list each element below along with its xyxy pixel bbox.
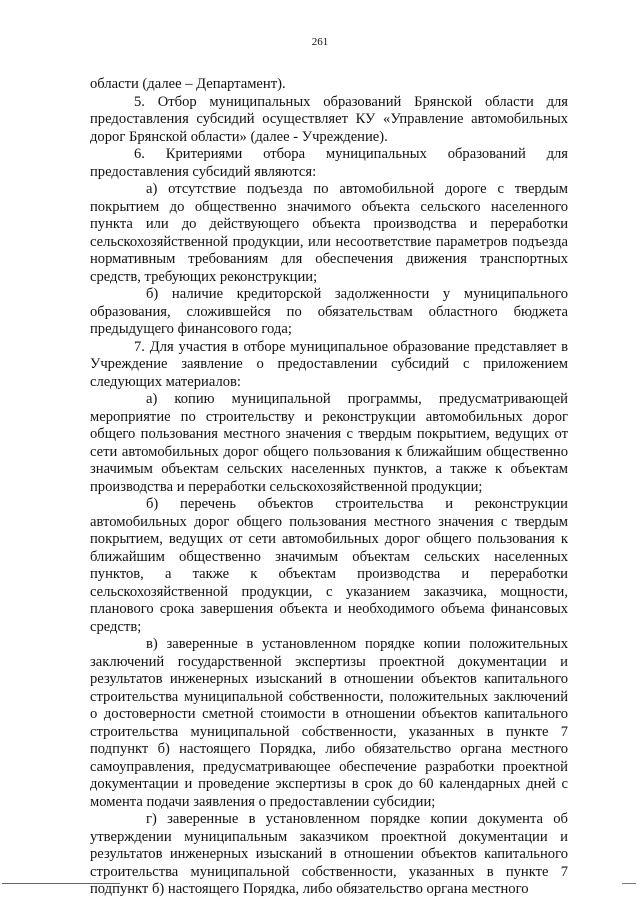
paragraph-item-6a: а) отсутствие подъезда по автомобильной дороге с твердым покрытием до общественно значимого объекта сельского населенного пункта или до действующего объекта производства и переработки сельскохозяйственной продукции, или несоответствие параметров подъезда нормативным требованиям для обеспечения движения транспортных средств, требующих реконструкции;: [90, 181, 568, 285]
paragraph-continuation: области (далее – Департамент).: [90, 76, 286, 92]
paragraph-item-7a: а) копию муниципальной программы, предусматривающей мероприятие по строительству и реконструкции автомобильных дорог общего пользования местного значения с твердым покрытием, ведущих от сети автомобильных дорог общего пользования к ближайшим общественно значимым объектам сельских населенных пунктов, а также к объектам производства и переработки сельскохозяйственной продукции;: [90, 391, 568, 495]
paragraph-item-6: 6. Критериями отбора муниципальных образований для предоставления субсидий являются:: [90, 146, 568, 180]
paragraph-item-5: 5. Отбор муниципальных образований Брянской области для предоставления субсидий осуществляет КУ «Управление автомобильных дорог Брянской области» (далее - Учреждение).: [90, 93, 568, 145]
paragraph-item-7b: б) перечень объектов строительства и реконструкции автомобильных дорог общего пользования местного значения с твердым покрытием, ведущих от сети автомобильных дорог общего пользования к ближайшим общественно значимым объектам сельских населенных пунктов, а также к объектам производства и переработки сельскохозяйственной продукции, с указанием заказчика, мощности, планового срока завершения объекта и необходимого объема финансовых средств;: [90, 496, 568, 635]
paragraph-item-7v: в) заверенные в установленном порядке копии положительных заключений государственной экспертизы проектной документации и результатов инженерных изысканий в отношении объектов капитального строительства муниципальной собственности, положительных заключений о достоверности сметной стоимости в отношении объектов капитального строительства муниципальной собственности, указанных в пункте 7 подпункт б) настоящего Порядка, либо обязательство органа местного самоуправления, предусматривающее обеспечение разработки проектной документации и проведение экспертизы в срок до 60 календарных дней с момента подачи заявления о предоставлении субсидии;: [90, 636, 568, 810]
page-number: 261: [311, 36, 329, 48]
paragraph-item-7: 7. Для участия в отборе муниципальное образование представляет в Учреждение заявление о предоставлении субсидий с приложением следующих материалов:: [90, 338, 568, 390]
paragraph-item-6b: б) наличие кредиторской задолженности у муниципального образования, сложившейся по обязательствам областного бюджета предыдущего финансового года;: [90, 286, 568, 337]
footer-divider-right: [622, 883, 636, 884]
footer-divider: [2, 883, 120, 884]
paragraph-item-7g: г) заверенные в установленном порядке копии документа об утверждении муниципальным заказчиком проектной документации и результатов инженерных изысканий в отношении объектов капитального строительства муниципальной собственности, указанных в пункте 7 подпункт б) настоящего Порядка, либо обязательство органа местного: [90, 811, 568, 897]
document-body: [90, 76, 568, 899]
